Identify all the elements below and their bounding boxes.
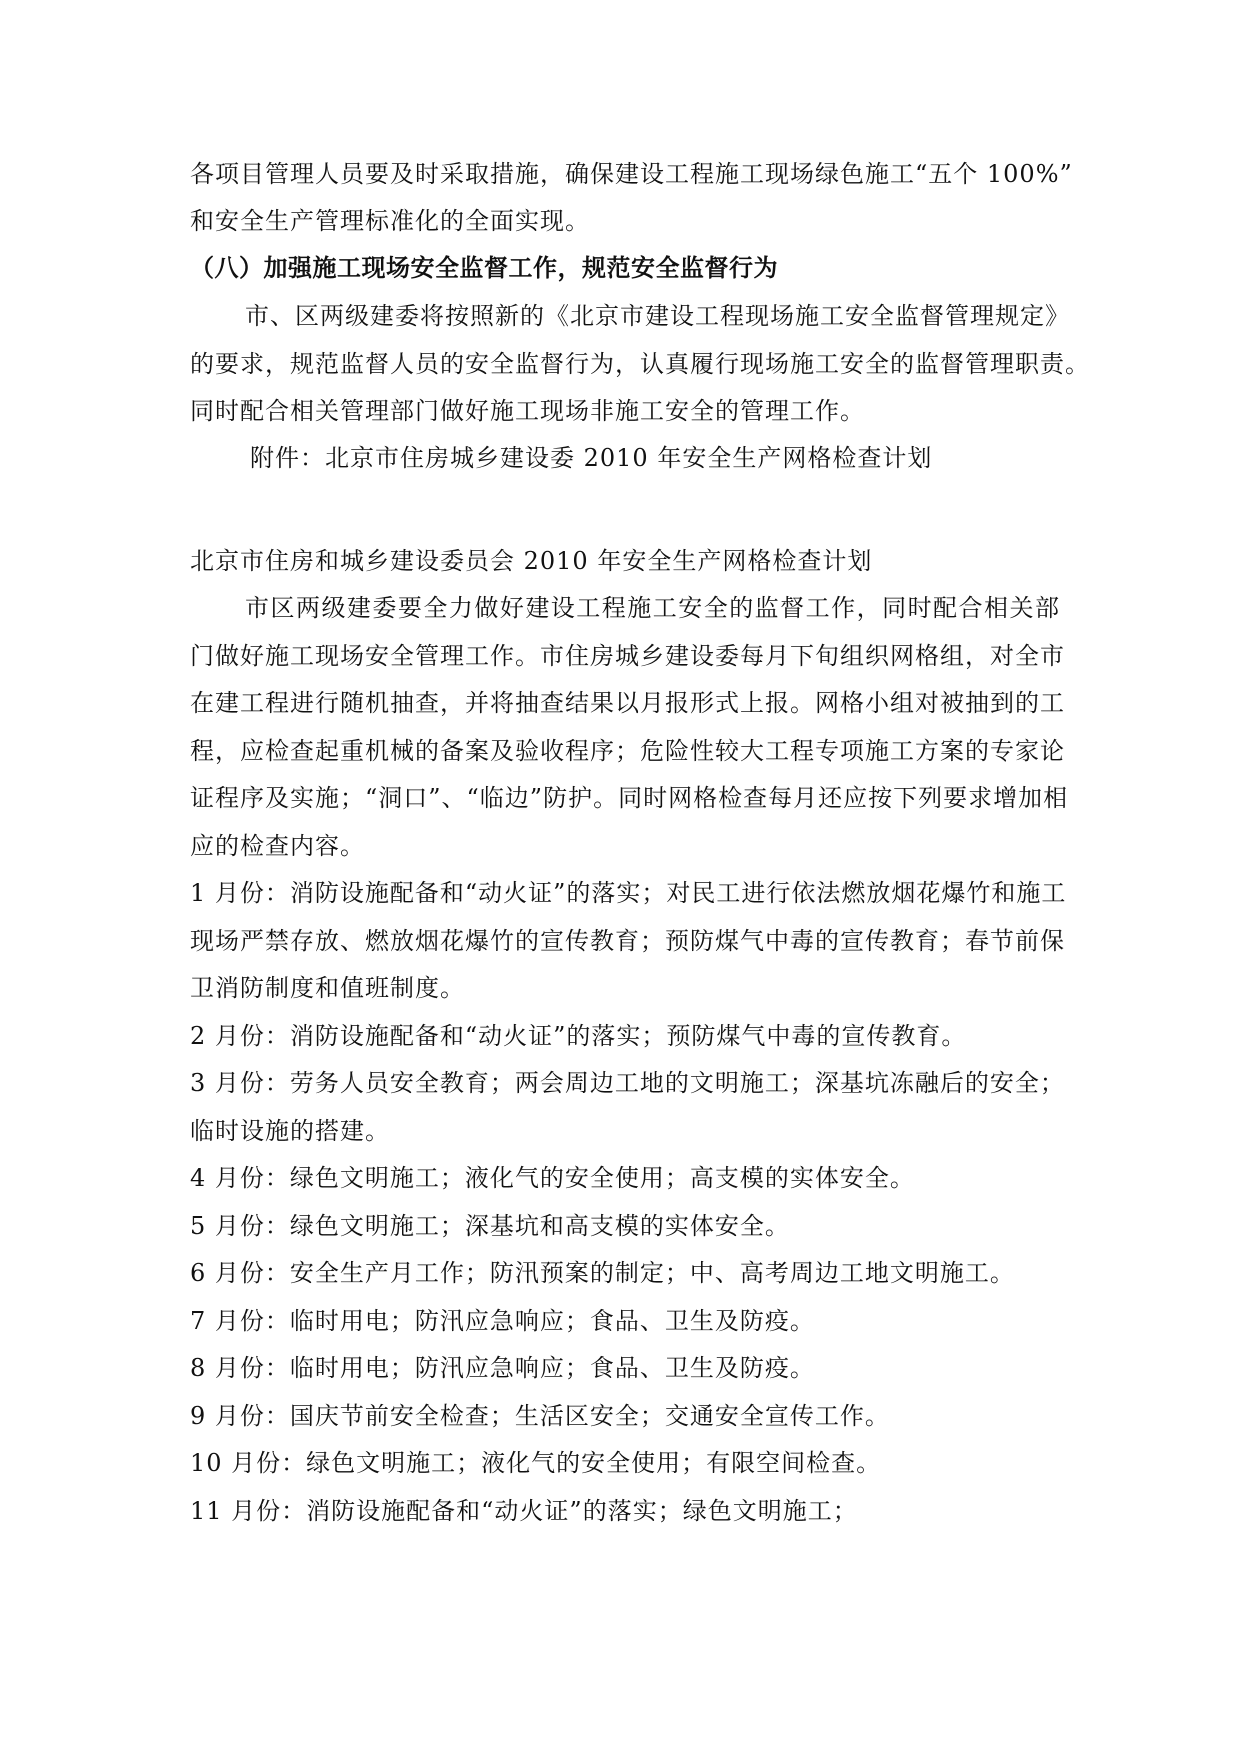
plan-intro-line-3: 在建工程进行随机抽查，并将抽查结果以月报形式上报。网格小组对被抽到的工: [190, 689, 1065, 717]
month-item-line: 10 月份：绿色文明施工；液化气的安全使用；有限空间检查。: [190, 1449, 882, 1477]
plan-title: 北京市住房和城乡建设委员会 2010 年安全生产网格检查计划: [190, 547, 873, 575]
plan-intro-line-2: 门做好施工现场安全管理工作。市住房城乡建设委每月下旬组织网格组，对全市: [190, 642, 1065, 670]
plan-intro-line-4: 程，应检查起重机械的备案及验收程序；危险性较大工程专项施工方案的专家论: [190, 737, 1065, 765]
month-item-line: 现场严禁存放、燃放烟花爆竹的宣传教育；预防煤气中毒的宣传教育；春节前保: [190, 927, 1065, 955]
section-paragraph-line-3: 同时配合相关管理部门做好施工现场非施工安全的管理工作。: [190, 397, 865, 425]
month-item-line: 6 月份：安全生产月工作；防汛预案的制定；中、高考周边工地文明施工。: [190, 1259, 1015, 1287]
section-heading: （八）加强施工现场安全监督工作，规范安全监督行为: [190, 254, 778, 282]
plan-intro-line-6: 应的检查内容。: [190, 832, 365, 860]
section-paragraph-line-1: 市、区两级建委将按照新的《北京市建设工程现场施工安全监督管理规定》: [245, 302, 1070, 330]
intro-line-2: 和安全生产管理标准化的全面实现。: [190, 207, 590, 235]
month-item-line: 4 月份：绿色文明施工；液化气的安全使用；高支模的实体安全。: [190, 1164, 915, 1192]
month-item-line: 卫消防制度和值班制度。: [190, 974, 465, 1002]
month-item-line: 1 月份：消防设施配备和“动火证”的落实；对民工进行依法燃放烟花爆竹和施工: [190, 879, 1067, 907]
month-item-line: 9 月份：国庆节前安全检查；生活区安全；交通安全宣传工作。: [190, 1402, 890, 1430]
plan-intro-line-5: 证程序及实施；“洞口”、“临边”防护。同时网格检查每月还应按下列要求增加相: [190, 784, 1069, 812]
month-item-line: 8 月份：临时用电；防汛应急响应；食品、卫生及防疫。: [190, 1354, 815, 1382]
plan-intro-line-1: 市区两级建委要全力做好建设工程施工安全的监督工作，同时配合相关部: [245, 594, 1060, 622]
month-item-line: 2 月份：消防设施配备和“动火证”的落实；预防煤气中毒的宣传教育。: [190, 1022, 967, 1050]
month-item-line: 3 月份：劳务人员安全教育；两会周边工地的文明施工；深基坑冻融后的安全；: [190, 1069, 1065, 1097]
month-item-line: 7 月份：临时用电；防汛应急响应；食品、卫生及防疫。: [190, 1307, 815, 1335]
month-item-line: 11 月份：消防设施配备和“动火证”的落实；绿色文明施工；: [190, 1497, 858, 1525]
month-item-line: 5 月份：绿色文明施工；深基坑和高支模的实体安全。: [190, 1212, 790, 1240]
intro-line-1: 各项目管理人员要及时采取措施，确保建设工程施工现场绿色施工“五个 100%”: [190, 160, 1073, 188]
month-item-line: 临时设施的搭建。: [190, 1117, 390, 1145]
attachment-line: 附件：北京市住房城乡建设委 2010 年安全生产网格检查计划: [250, 444, 933, 472]
section-paragraph-line-2: 的要求，规范监督人员的安全监督行为，认真履行现场施工安全的监督管理职责。: [190, 350, 1090, 378]
